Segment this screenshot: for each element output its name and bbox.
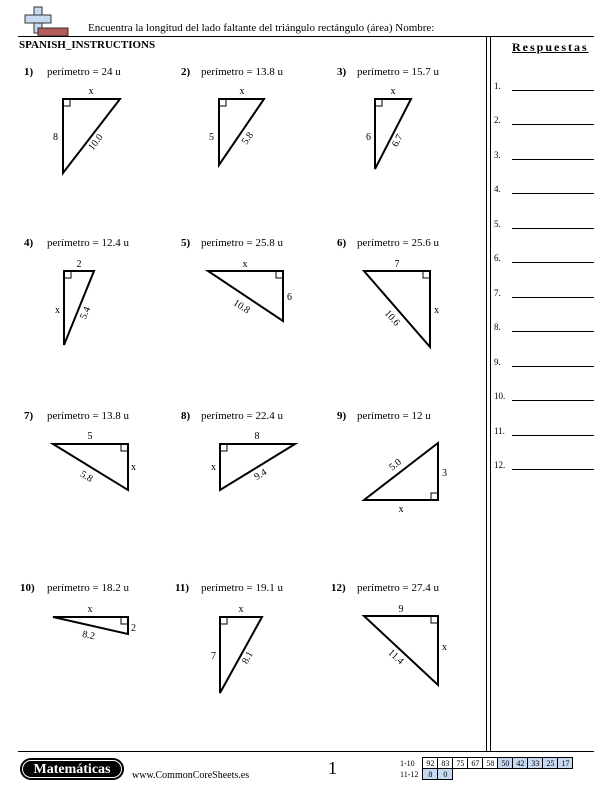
side-label: 9: [398, 604, 404, 615]
instructions-text: SPANISH_INSTRUCTIONS: [19, 39, 156, 51]
problem-number: 3): [337, 66, 347, 78]
score-cell: 58: [483, 758, 498, 769]
answers-title: Respuestas: [512, 40, 589, 54]
score-cell: 8: [423, 769, 438, 780]
score-key: [398, 757, 573, 780]
problem-perimeter: perímetro = 27.4 u: [357, 582, 439, 594]
problem-number: 7): [24, 410, 34, 422]
problem-number: 9): [337, 410, 347, 422]
side-label: 5.8: [239, 130, 257, 147]
side-label: 2: [76, 259, 82, 270]
score-cell: 42: [513, 758, 528, 769]
score-key-label: 11-12: [400, 769, 419, 779]
side-label: x: [398, 504, 404, 515]
side-label: 6.7: [390, 132, 406, 149]
score-cell: 0: [438, 769, 453, 780]
side-label: x: [87, 604, 93, 615]
score-cell: 75: [453, 758, 468, 769]
side-label: 5.4: [78, 305, 94, 321]
side-label: x: [55, 305, 60, 316]
problem-perimeter: perímetro = 13.8 u: [201, 66, 283, 78]
side-label: 11.4: [385, 647, 406, 667]
problem-perimeter: perímetro = 12.4 u: [47, 237, 129, 249]
problem-perimeter: perímetro = 18.2 u: [47, 582, 129, 594]
score-cell: 17: [558, 758, 573, 769]
side-label: 8.2: [81, 628, 96, 643]
side-label: 8: [254, 431, 260, 442]
side-label: x: [242, 259, 248, 270]
score-cell: 33: [528, 758, 543, 769]
side-label: 8.1: [239, 649, 256, 666]
side-label: x: [390, 86, 396, 97]
problem-number: 1): [24, 66, 34, 78]
side-label: 2: [131, 623, 136, 634]
score-cell: 92: [423, 758, 438, 769]
answer-number: 2.: [494, 115, 501, 125]
problem-perimeter: perímetro = 24 u: [47, 66, 121, 78]
side-label: x: [442, 642, 447, 653]
score-cell: 25: [543, 758, 558, 769]
side-label: 6: [287, 292, 292, 303]
problem-number: 2): [181, 66, 191, 78]
side-label: 5.8: [78, 468, 95, 485]
answer-number: 5.: [494, 219, 501, 229]
problem-perimeter: perímetro = 15.7 u: [357, 66, 439, 78]
problem-number: 4): [24, 237, 34, 249]
side-label: 7: [211, 651, 216, 662]
problem-perimeter: perímetro = 12 u: [357, 410, 431, 422]
side-label: 5: [209, 132, 214, 143]
problem-perimeter: perímetro = 25.6 u: [357, 237, 439, 249]
problem-number: 11): [175, 582, 190, 594]
score-cell: 67: [468, 758, 483, 769]
answer-number: 8.: [494, 322, 501, 332]
answer-number: 7.: [494, 288, 501, 298]
side-label: x: [211, 462, 216, 473]
answer-number: 10.: [494, 391, 506, 401]
side-label: 3: [442, 468, 447, 479]
side-label: x: [131, 462, 136, 473]
problem-perimeter: perímetro = 25.8 u: [201, 237, 283, 249]
problem-number: 6): [337, 237, 347, 249]
answer-number: 1.: [494, 81, 501, 91]
side-label: 6: [366, 132, 371, 143]
problem-number: 5): [181, 237, 191, 249]
answer-number: 12.: [494, 460, 506, 470]
answer-number: 4.: [494, 184, 501, 194]
side-label: x: [238, 604, 244, 615]
side-label: 10.6: [381, 308, 402, 329]
answer-number: 3.: [494, 150, 501, 160]
side-label: 5.0: [387, 456, 404, 474]
answer-number: 6.: [494, 253, 501, 263]
problem-perimeter: perímetro = 19.1 u: [201, 582, 283, 594]
worksheet-title: Encuentra la longitud del lado faltante del triángulo rectángulo (área) Nombre:: [88, 22, 435, 34]
side-label: 5: [87, 431, 93, 442]
side-label: x: [434, 305, 439, 316]
footer-divider: [18, 751, 594, 752]
problem-number: 12): [331, 582, 346, 594]
side-label: 7: [394, 259, 400, 270]
side-label: 9.4: [252, 466, 269, 483]
side-label: 10.0: [86, 132, 106, 153]
side-label: x: [88, 86, 94, 97]
problem-perimeter: perímetro = 13.8 u: [47, 410, 129, 422]
page-number: 1: [328, 758, 337, 778]
score-key-label: 1-10: [400, 758, 415, 768]
site-link[interactable]: www.CommonCoreSheets.es: [132, 770, 250, 781]
problem-perimeter: perímetro = 22.4 u: [201, 410, 283, 422]
answer-number: 11.: [494, 426, 505, 436]
brand-badge: [20, 758, 124, 780]
answer-number: 9.: [494, 357, 501, 367]
side-label: x: [239, 86, 245, 97]
problem-number: 10): [20, 582, 35, 594]
problem-number: 8): [181, 410, 191, 422]
brand-label: Matemáticas: [22, 760, 122, 778]
score-cell: 50: [498, 758, 513, 769]
score-cell: 83: [438, 758, 453, 769]
side-label: 10.8: [231, 297, 252, 317]
side-label: 8: [53, 132, 58, 143]
